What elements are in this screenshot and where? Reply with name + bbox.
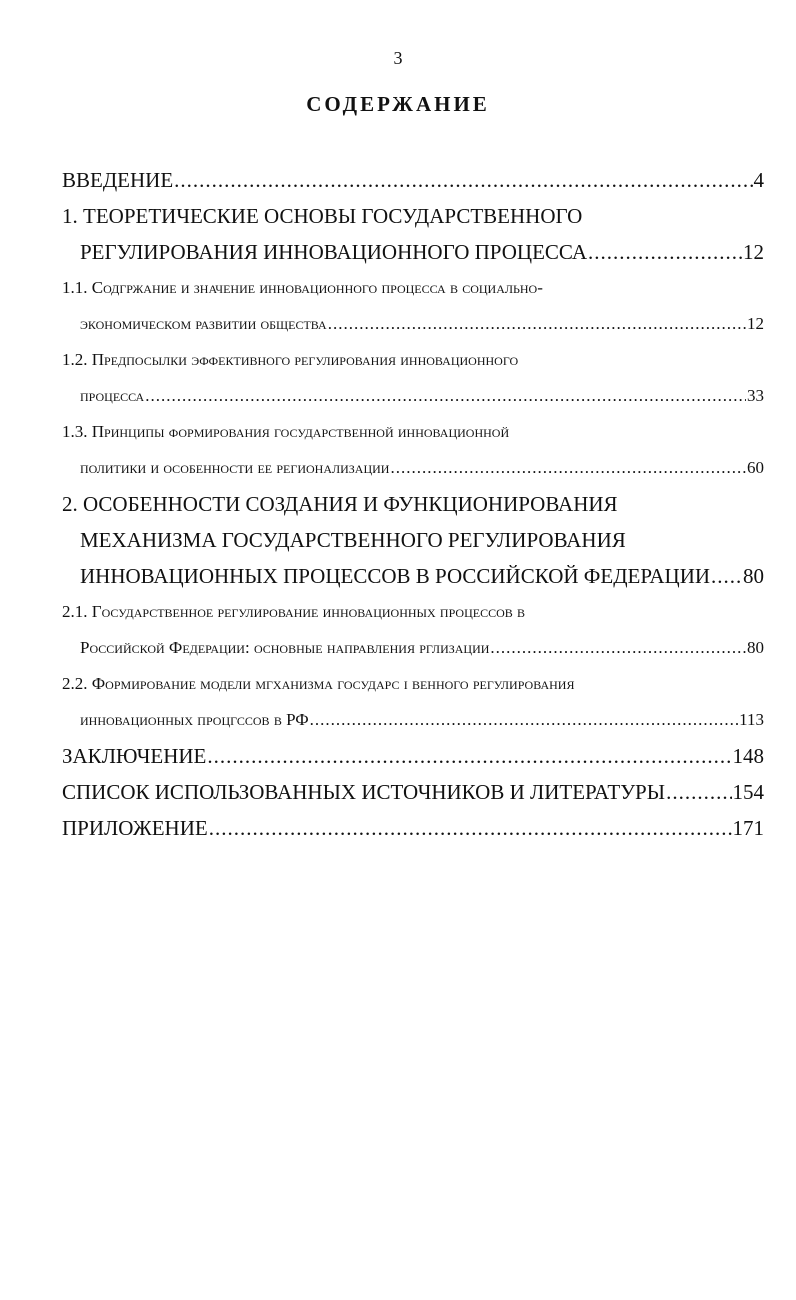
toc-line bbox=[62, 558, 764, 594]
toc-line bbox=[62, 666, 764, 702]
toc-page-number: 12 bbox=[747, 314, 764, 333]
toc-line-text: ИННОВАЦИОННЫХ ПРОЦЕССОВ В РОССИЙСКОЙ ФЕДЕРАЦИИ bbox=[80, 564, 711, 588]
toc-line-text: ПРИЛОЖЕНИЕ bbox=[62, 816, 208, 840]
toc-entry[interactable] bbox=[62, 162, 764, 198]
toc-line-text: 2. ОСОБЕННОСТИ СОЗДАНИЯ И ФУНКЦИОНИРОВАНИЯ bbox=[62, 492, 618, 516]
toc-line-text: 1.2. Предпосылки эффективного регулирования инновационного bbox=[62, 350, 519, 369]
dot-leader bbox=[390, 450, 746, 486]
toc-line-text: 1.1. Содгржание и значение инновационного процесса в социально- bbox=[62, 278, 543, 297]
dot-leader bbox=[666, 774, 731, 810]
dot-leader bbox=[207, 738, 731, 774]
toc-page-number: 154 bbox=[732, 780, 764, 804]
toc-line-text: 1. ТЕОРЕТИЧЕСКИЕ ОСНОВЫ ГОСУДАРСТВЕННОГО bbox=[62, 204, 583, 228]
toc-entry[interactable] bbox=[62, 666, 764, 738]
toc-entry[interactable] bbox=[62, 342, 764, 414]
toc-entry[interactable] bbox=[62, 270, 764, 342]
dot-leader bbox=[711, 558, 742, 594]
toc-line-text: Российской Федерации: основные направления рглизации bbox=[80, 638, 490, 657]
dot-leader bbox=[490, 630, 746, 666]
toc-page-number: 113 bbox=[739, 710, 764, 729]
toc-page-number: 60 bbox=[747, 458, 764, 477]
toc-line bbox=[62, 378, 764, 414]
toc-line-text: 2.1. Государственное регулирование инновационных процессов в bbox=[62, 602, 526, 621]
dot-leader bbox=[209, 810, 732, 846]
toc-line bbox=[62, 450, 764, 486]
toc-line bbox=[62, 162, 764, 198]
dot-leader bbox=[310, 702, 738, 738]
toc-line bbox=[62, 306, 764, 342]
table-of-contents bbox=[62, 162, 764, 846]
toc-entry[interactable] bbox=[62, 810, 764, 846]
toc-line bbox=[62, 774, 764, 810]
toc-line bbox=[62, 342, 764, 378]
toc-page-number: 80 bbox=[747, 638, 764, 657]
toc-line bbox=[62, 630, 764, 666]
toc-line bbox=[62, 234, 764, 270]
toc-line-text: ВВЕДЕНИЕ bbox=[62, 168, 174, 192]
toc-page-number: 148 bbox=[732, 744, 764, 768]
toc-line-text: 1.3. Принципы формирования государственной инновационной bbox=[62, 422, 510, 441]
toc-line bbox=[62, 594, 764, 630]
dot-leader bbox=[328, 306, 746, 342]
toc-line-text: РЕГУЛИРОВАНИЯ ИННОВАЦИОННОГО ПРОЦЕССА bbox=[80, 240, 588, 264]
dot-leader bbox=[174, 162, 752, 198]
toc-line-text: 2.2. Формирование модели мгханизма государс і венного регулирования bbox=[62, 674, 575, 693]
page-title: СОДЕРЖАНИЕ bbox=[306, 92, 490, 116]
dot-leader bbox=[145, 378, 746, 414]
toc-entry[interactable] bbox=[62, 486, 764, 594]
toc-line bbox=[62, 702, 764, 738]
toc-line-text: экономическом развитии общества bbox=[80, 314, 327, 333]
toc-line-text: ЗАКЛЮЧЕНИЕ bbox=[62, 744, 207, 768]
toc-line bbox=[62, 414, 764, 450]
toc-entry[interactable] bbox=[62, 414, 764, 486]
toc-line-text: инновационных процгссов в РФ bbox=[80, 710, 309, 729]
toc-line-text: процесса bbox=[80, 386, 145, 405]
toc-line-text: МЕХАНИЗМА ГОСУДАРСТВЕННОГО РЕГУЛИРОВАНИЯ bbox=[80, 528, 626, 552]
toc-line bbox=[62, 270, 764, 306]
page-number: 3 bbox=[393, 48, 403, 68]
toc-line bbox=[62, 522, 764, 558]
toc-entry[interactable] bbox=[62, 738, 764, 774]
toc-page-number: 12 bbox=[743, 240, 764, 264]
toc-line-text: СПИСОК ИСПОЛЬЗОВАННЫХ ИСТОЧНИКОВ И ЛИТЕРАТУРЫ bbox=[62, 780, 666, 804]
toc-page-number: 80 bbox=[743, 564, 764, 588]
dot-leader bbox=[588, 234, 742, 270]
toc-page-number: 33 bbox=[747, 386, 764, 405]
toc-page-number: 171 bbox=[732, 816, 764, 840]
toc-entry[interactable] bbox=[62, 594, 764, 666]
toc-entry[interactable] bbox=[62, 774, 764, 810]
toc-line bbox=[62, 486, 764, 522]
toc-line-text: политики и особенности ее регионализации bbox=[80, 458, 390, 477]
toc-line bbox=[62, 738, 764, 774]
toc-line bbox=[62, 198, 764, 234]
toc-entry[interactable] bbox=[62, 198, 764, 270]
toc-page-number: 4 bbox=[753, 168, 764, 192]
toc-line bbox=[62, 810, 764, 846]
